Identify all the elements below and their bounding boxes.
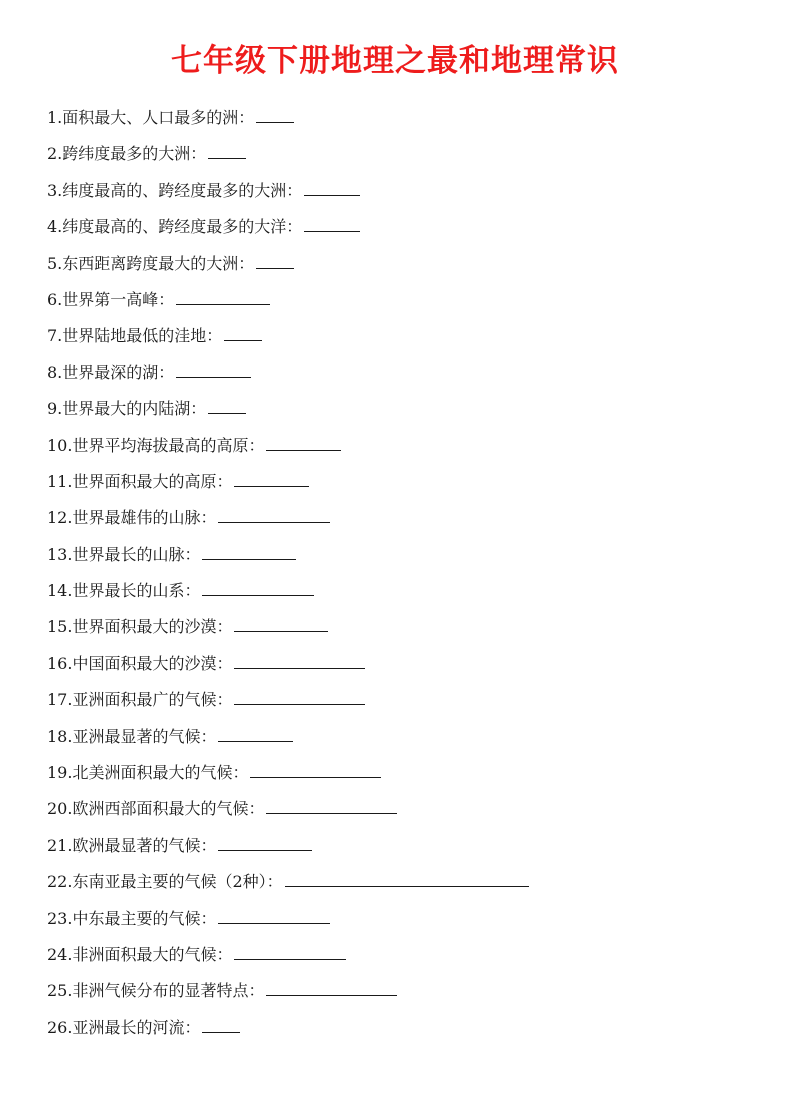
question-item xyxy=(47,973,747,1009)
answer-blank[interactable] xyxy=(234,947,346,960)
answer-blank[interactable] xyxy=(266,983,397,996)
answer-blank[interactable] xyxy=(176,292,270,305)
question-text: 世界面积最大的高原： xyxy=(72,471,233,491)
question-number: 25. xyxy=(47,981,73,1001)
question-item xyxy=(47,1010,747,1046)
question-number: 3. xyxy=(47,180,63,200)
question-text: 世界最雄伟的山脉： xyxy=(72,508,217,528)
answer-blank[interactable] xyxy=(202,1020,240,1033)
question-item xyxy=(47,209,747,245)
page-title: 七年级下册地理之最和地理常识 xyxy=(171,43,619,79)
question-item xyxy=(47,500,747,536)
question-item xyxy=(47,100,747,136)
answer-blank[interactable] xyxy=(234,692,365,705)
question-item xyxy=(47,428,747,464)
answer-blank[interactable] xyxy=(304,183,360,196)
question-item xyxy=(47,464,747,500)
question-text: 世界最长的山系： xyxy=(72,581,201,601)
answer-blank[interactable] xyxy=(266,801,397,814)
answer-blank[interactable] xyxy=(304,219,360,232)
answer-blank[interactable] xyxy=(202,583,314,596)
question-text: 纬度最高的、跨经度最多的大洋： xyxy=(62,217,303,237)
question-text: 世界最大的内陆湖： xyxy=(62,399,207,419)
question-number: 6. xyxy=(47,289,63,309)
question-text: 面积最大、人口最多的洲： xyxy=(62,108,255,127)
question-number: 1. xyxy=(47,108,63,127)
answer-blank[interactable] xyxy=(218,838,312,851)
question-text: 世界第一高峰： xyxy=(62,289,175,309)
question-item xyxy=(47,828,747,864)
question-text: 非洲气候分布的显著特点： xyxy=(72,981,265,1001)
question-text: 跨纬度最多的大洲： xyxy=(62,144,207,164)
question-number: 24. xyxy=(47,944,73,964)
answer-blank[interactable] xyxy=(256,256,294,269)
answer-blank[interactable] xyxy=(208,401,246,414)
question-number: 22. xyxy=(47,872,73,892)
question-item xyxy=(47,282,747,318)
answer-blank[interactable] xyxy=(250,765,381,778)
question-list xyxy=(47,100,747,1046)
question-number: 2. xyxy=(47,144,63,164)
question-item xyxy=(47,646,747,682)
question-text: 世界最深的湖： xyxy=(62,362,175,382)
question-item xyxy=(47,173,747,209)
question-text: 纬度最高的、跨经度最多的大洲： xyxy=(62,180,303,200)
question-number: 16. xyxy=(47,653,73,673)
answer-blank[interactable] xyxy=(285,874,529,887)
question-text: 中国面积最大的沙漠： xyxy=(72,653,233,673)
question-number: 15. xyxy=(47,617,73,637)
question-number: 11. xyxy=(47,471,73,491)
question-item xyxy=(47,864,747,900)
question-item xyxy=(47,719,747,755)
question-text: 中东最主要的气候： xyxy=(72,908,217,928)
answer-blank[interactable] xyxy=(256,110,294,123)
question-item xyxy=(47,755,747,791)
question-text: 世界面积最大的沙漠： xyxy=(72,617,233,637)
answer-blank[interactable] xyxy=(218,510,330,523)
question-number: 5. xyxy=(47,253,63,273)
question-item xyxy=(47,355,747,391)
question-item xyxy=(47,246,747,282)
question-number: 7. xyxy=(47,326,63,346)
question-text: 东南亚最主要的气候（2种）： xyxy=(72,872,283,892)
question-number: 23. xyxy=(47,908,73,928)
question-text: 亚洲最显著的气候： xyxy=(72,726,217,746)
answer-blank[interactable] xyxy=(234,619,328,632)
question-number: 9. xyxy=(47,399,63,419)
answer-blank[interactable] xyxy=(202,547,296,560)
question-item xyxy=(47,573,747,609)
question-number: 17. xyxy=(47,690,73,710)
question-number: 10. xyxy=(47,435,73,455)
question-item xyxy=(47,791,747,827)
question-text: 世界最长的山脉： xyxy=(72,544,201,564)
question-item xyxy=(47,901,747,937)
question-text: 世界平均海拔最高的高原： xyxy=(72,435,265,455)
question-text: 欧洲最显著的气候： xyxy=(72,835,217,855)
question-number: 26. xyxy=(47,1017,73,1037)
question-number: 12. xyxy=(47,508,73,528)
answer-blank[interactable] xyxy=(234,474,309,487)
question-text: 亚洲最长的河流： xyxy=(72,1017,201,1037)
answer-blank[interactable] xyxy=(266,438,341,451)
question-item xyxy=(47,391,747,427)
question-item xyxy=(47,537,747,573)
question-number: 14. xyxy=(47,581,73,601)
question-text: 北美洲面积最大的气候： xyxy=(72,763,249,783)
question-number: 4. xyxy=(47,217,63,237)
question-text: 东西距离跨度最大的大洲： xyxy=(62,253,255,273)
answer-blank[interactable] xyxy=(218,729,293,742)
question-text: 非洲面积最大的气候： xyxy=(72,944,233,964)
question-number: 21. xyxy=(47,835,73,855)
question-text: 世界陆地最低的洼地： xyxy=(62,326,223,346)
answer-blank[interactable] xyxy=(176,365,251,378)
question-number: 19. xyxy=(47,763,73,783)
question-number: 20. xyxy=(47,799,73,819)
question-item xyxy=(47,318,747,354)
answer-blank[interactable] xyxy=(208,146,246,159)
question-item xyxy=(47,682,747,718)
question-item xyxy=(47,609,747,645)
answer-blank[interactable] xyxy=(224,328,262,341)
question-number: 8. xyxy=(47,362,63,382)
answer-blank[interactable] xyxy=(234,656,365,669)
question-number: 13. xyxy=(47,544,73,564)
answer-blank[interactable] xyxy=(218,911,330,924)
question-item xyxy=(47,136,747,172)
question-text: 欧洲西部面积最大的气候： xyxy=(72,799,265,819)
question-item xyxy=(47,937,747,973)
question-number: 18. xyxy=(47,726,73,746)
question-text: 亚洲面积最广的气候： xyxy=(72,690,233,710)
